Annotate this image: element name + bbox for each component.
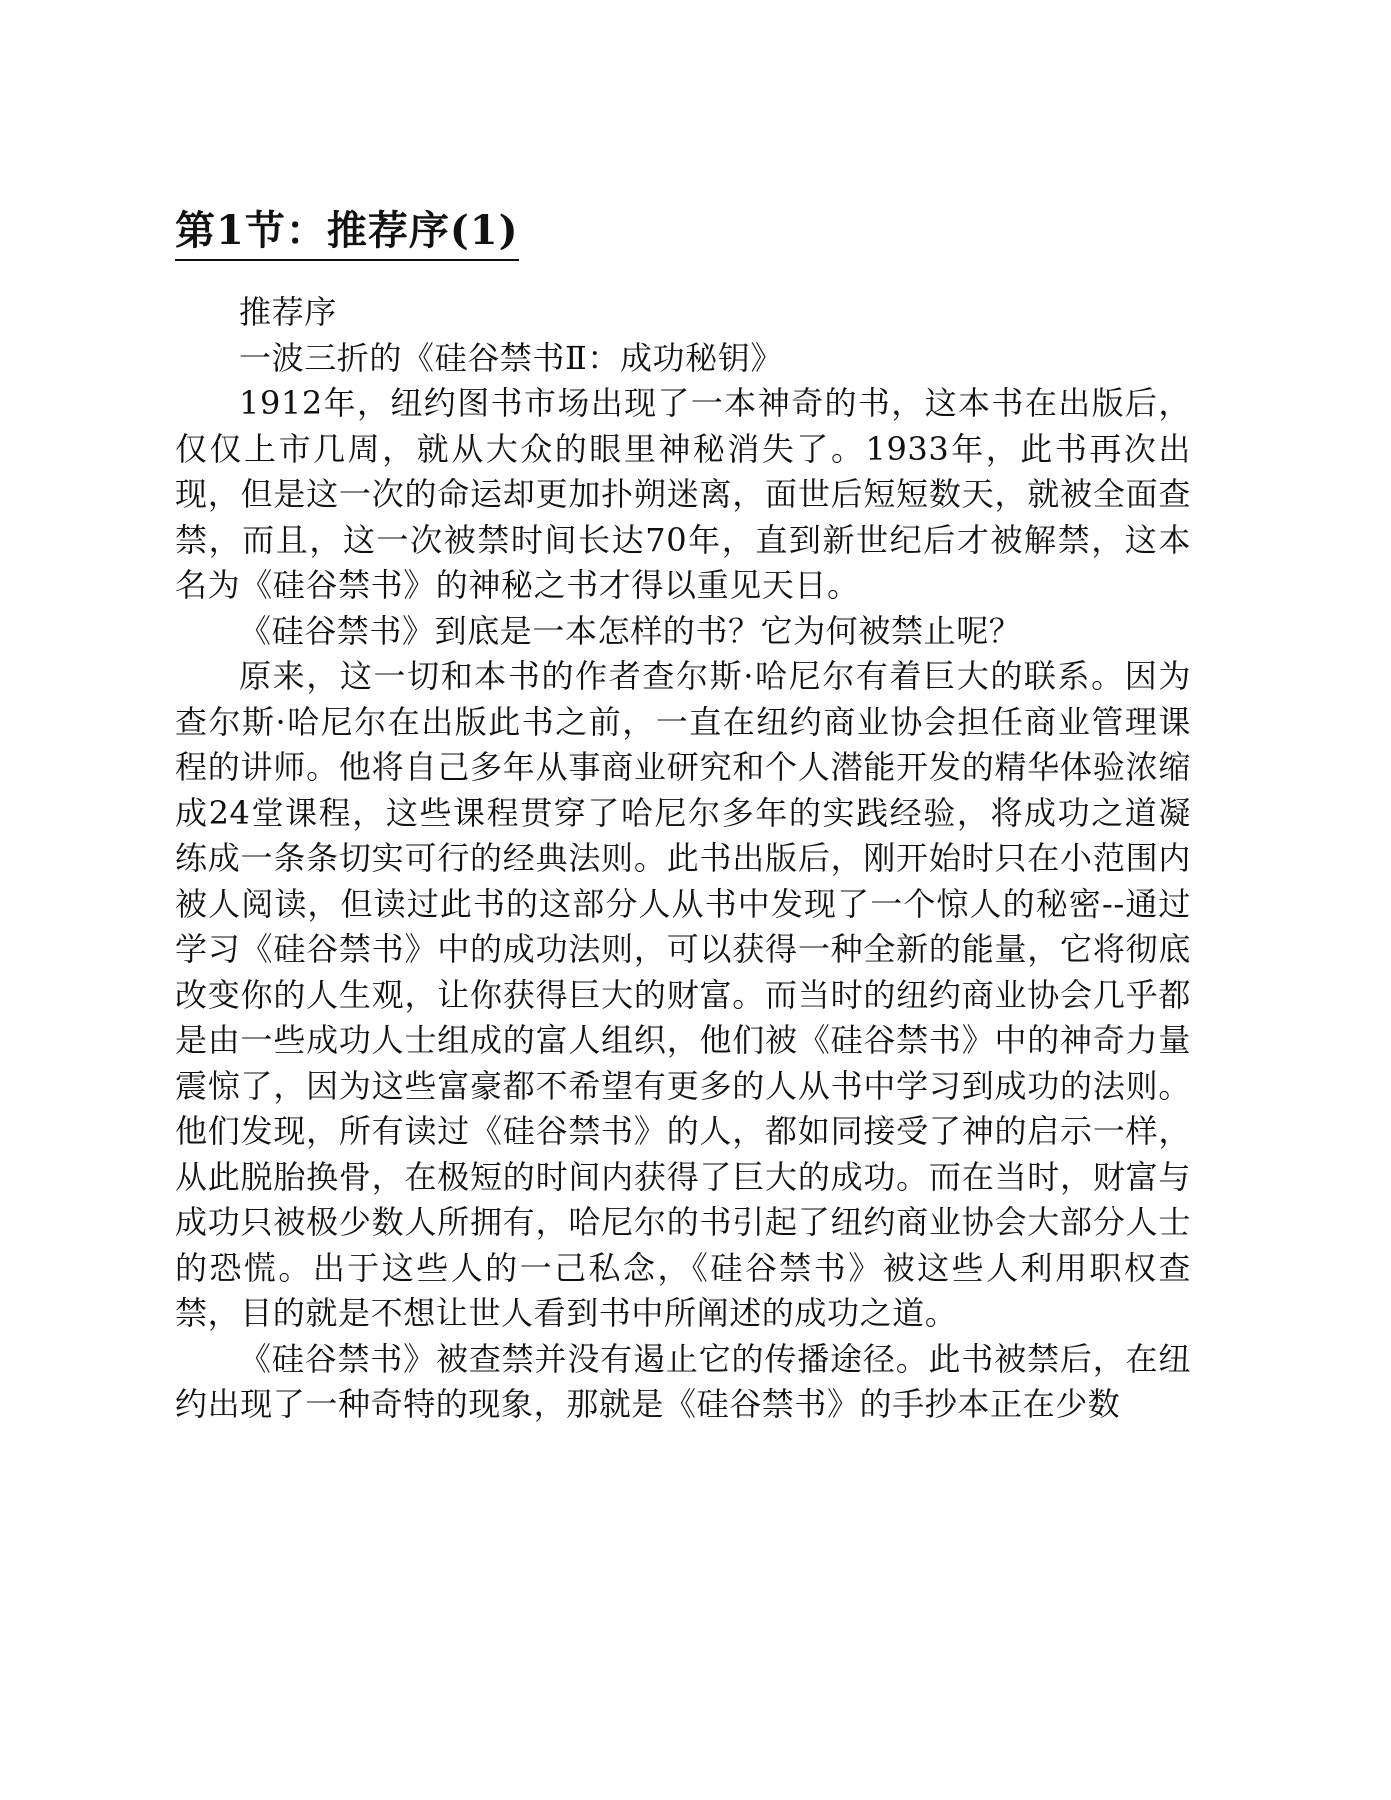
subtitle-preface: 推荐序 [239,293,337,331]
paragraph-question: 《硅谷禁书》到底是一本怎样的书？它为何被禁止呢？ [239,611,1022,650]
subtitle-book: 一波三折的《硅谷禁书Ⅱ：成功秘钥》 [239,338,783,377]
paragraph-history: 1912年，纽约图书市场出现了一本神奇的书，这本书在出版后，仅仅上市几周，就从大众的眼里神秘消失了。1933年，此书再次出现，但是这一次的命运却更加扑朔迷离，面世后短短数天，就被全面查禁，而且，这一次被禁时间长达70年，直到新世纪后才被解禁，这本名为《硅谷禁书》的神秘之书才得以重见天日。 [175,384,1191,604]
paragraph-spread: 《硅谷禁书》被查禁并没有遏止它的传播途径。此书被禁后，在纽约出现了一种奇特的现象，那就是《硅谷禁书》的手抄本正在少数 [175,1339,1191,1423]
section-heading: 第1节：推荐序(1) [175,205,519,261]
body-text [175,290,1191,1428]
paragraph-author: 原来，这一切和本书的作者查尔斯·哈尼尔有着巨大的联系。因为查尔斯·哈尼尔在出版此书之前，一直在纽约商业协会担任商业管理课程的讲师。他将自己多年从事商业研究和个人潜能开发的精华体验浓缩成24堂课程，这些课程贯穿了哈尼尔多年的实践经验，将成功之道凝练成一条条切实可行的经典法则。此书出版后，刚开始时只在小范围内被人阅读，但读过此书的这部分人从书中发现了一个惊人的秘密--通过学习《硅谷禁书》中的成功法则，可以获得一种全新的能量，它将彻底改变你的人生观，让你获得巨大的财富。而当时的纽约商业协会几乎都是由一些成功人士组成的富人组织，他们被《硅谷禁书》中的神奇力量震惊了，因为这些富豪都不希望有更多的人从书中学习到成功的法则。他们发现，所有读过《硅谷禁书》的人，都如同接受了神的启示一样，从此脱胎换骨，在极短的时间内获得了巨大的成功。而在当时，财富与成功只被极少数人所拥有，哈尼尔的书引起了纽约商业协会大部分人士的恐慌。出于这些人的一己私念，《硅谷禁书》被这些人利用职权查禁，目的就是不想让世人看到书中所阐述的成功之道。 [175,657,1191,1332]
